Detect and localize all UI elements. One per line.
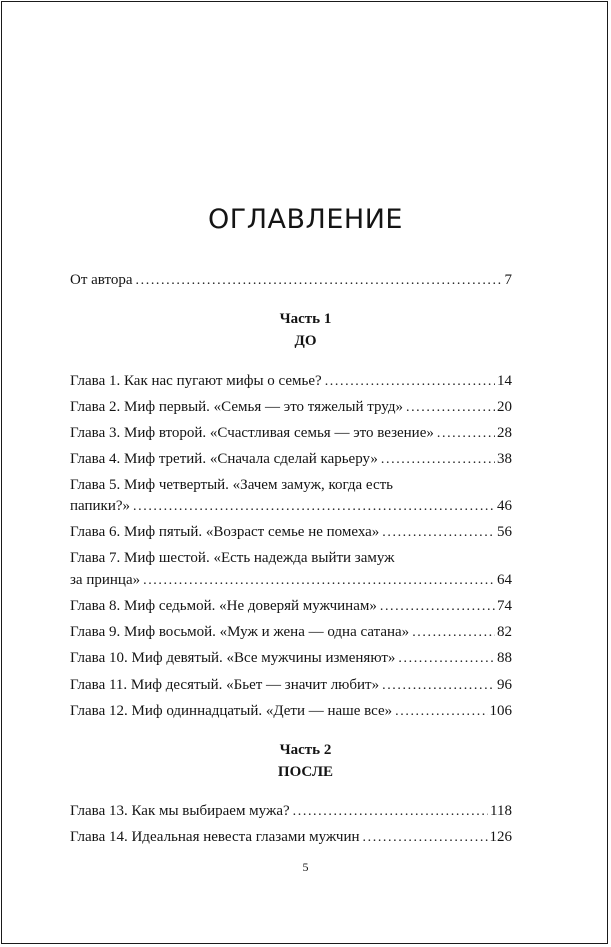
toc-entry-title: Глава 10. Миф девятый. «Все мужчины изменяют» bbox=[70, 650, 396, 666]
dot-leader bbox=[136, 269, 503, 293]
part-2-name: ПОСЛЕ bbox=[277, 764, 334, 780]
toc-entry-page: 28 bbox=[497, 425, 512, 441]
dot-leader bbox=[381, 448, 495, 472]
dot-leader bbox=[395, 700, 487, 724]
toc-entry-title: Глава 13. Как мы выбираем мужа? bbox=[70, 803, 290, 819]
toc-entry-chapter-7-line1[interactable]: Глава 7. Миф шестой. «Есть надежда выйти замуж bbox=[70, 550, 395, 566]
toc-entry-chapter-2[interactable] bbox=[70, 395, 512, 419]
toc-entry-title: Глава 6. Миф пятый. «Возраст семье не помеха» bbox=[70, 524, 380, 540]
dot-leader bbox=[412, 621, 495, 645]
toc-entry-title: Глава 8. Миф седьмой. «Не доверяй мужчинам» bbox=[70, 598, 377, 614]
toc-entry-page: 82 bbox=[497, 624, 512, 640]
dot-leader bbox=[406, 396, 495, 420]
toc-entry-page: 126 bbox=[489, 829, 512, 845]
toc-entry-page: 20 bbox=[497, 399, 512, 415]
toc-entry-chapter-3[interactable] bbox=[70, 421, 512, 445]
dot-leader bbox=[325, 370, 495, 394]
toc-entry-chapter-9[interactable] bbox=[70, 620, 512, 644]
toc-entry-title: Глава 12. Миф одиннадцатый. «Дети — наше все» bbox=[70, 703, 393, 719]
dot-leader bbox=[382, 674, 495, 698]
toc-entry-title: Глава 14. Идеальная невеста глазами мужчин bbox=[70, 829, 360, 845]
toc-entry-page: 64 bbox=[497, 572, 512, 588]
toc-entry-intro[interactable] bbox=[70, 268, 512, 292]
toc-entry-page: 14 bbox=[497, 373, 512, 389]
toc-entry-chapter-10[interactable] bbox=[70, 646, 512, 670]
toc-entry-page: 56 bbox=[497, 524, 512, 540]
toc-entry-chapter-4[interactable] bbox=[70, 447, 512, 471]
toc-entry-chapter-5-line1[interactable]: Глава 5. Миф четвертый. «Зачем замуж, когда есть bbox=[70, 477, 393, 493]
part-2-label: Часть 2 bbox=[279, 742, 332, 758]
toc-entry-page: 7 bbox=[504, 272, 512, 288]
toc-entry-chapter-5[interactable] bbox=[70, 494, 512, 518]
toc-entry-title: Глава 2. Миф первый. «Семья — это тяжелый труд» bbox=[70, 399, 403, 415]
page-title: ОГЛАВЛЕНИЕ bbox=[208, 204, 403, 235]
part-1-name: ДО bbox=[294, 333, 317, 349]
toc-entry-title: От автора bbox=[70, 272, 133, 288]
dot-leader bbox=[133, 495, 495, 519]
toc-entry-chapter-1[interactable] bbox=[70, 369, 512, 393]
part-1-label: Часть 1 bbox=[279, 311, 332, 327]
toc-entry-chapter-6[interactable] bbox=[70, 520, 512, 544]
toc-entry-title: Глава 11. Миф десятый. «Бьет — значит любит» bbox=[70, 677, 380, 693]
dot-leader bbox=[437, 422, 495, 446]
page-number: 5 bbox=[302, 860, 309, 874]
toc-entry-chapter-14[interactable] bbox=[70, 825, 512, 849]
toc-entry-title: папики?» bbox=[70, 498, 131, 514]
toc-entry-page: 106 bbox=[489, 703, 512, 719]
toc-entry-title: Глава 1. Как нас пугают мифы о семье? bbox=[70, 373, 322, 389]
toc-entry-page: 118 bbox=[490, 803, 512, 819]
toc-entry-title: Глава 9. Миф восьмой. «Муж и жена — одна сатана» bbox=[70, 624, 410, 640]
toc-entry-page: 74 bbox=[497, 598, 512, 614]
dot-leader bbox=[363, 826, 488, 850]
dot-leader bbox=[398, 647, 495, 671]
toc-entry-title: Глава 4. Миф третий. «Сначала сделай карьеру» bbox=[70, 451, 378, 467]
dot-leader bbox=[380, 595, 495, 619]
toc-entry-page: 38 bbox=[497, 451, 512, 467]
toc-entry-title: Глава 3. Миф второй. «Счастливая семья — это везение» bbox=[70, 425, 434, 441]
toc-entry-page: 88 bbox=[497, 650, 512, 666]
toc-entry-chapter-8[interactable] bbox=[70, 594, 512, 618]
toc-entry-page: 46 bbox=[497, 498, 512, 514]
toc-entry-chapter-11[interactable] bbox=[70, 673, 512, 697]
toc-entry-chapter-13[interactable] bbox=[70, 799, 512, 823]
dot-leader bbox=[143, 569, 495, 593]
toc-entry-title: за принца» bbox=[70, 572, 141, 588]
toc-entry-chapter-12[interactable] bbox=[70, 699, 512, 723]
toc-entry-page: 96 bbox=[497, 677, 512, 693]
toc-entry-chapter-7[interactable] bbox=[70, 568, 512, 592]
dot-leader bbox=[382, 521, 495, 545]
dot-leader bbox=[293, 800, 488, 824]
